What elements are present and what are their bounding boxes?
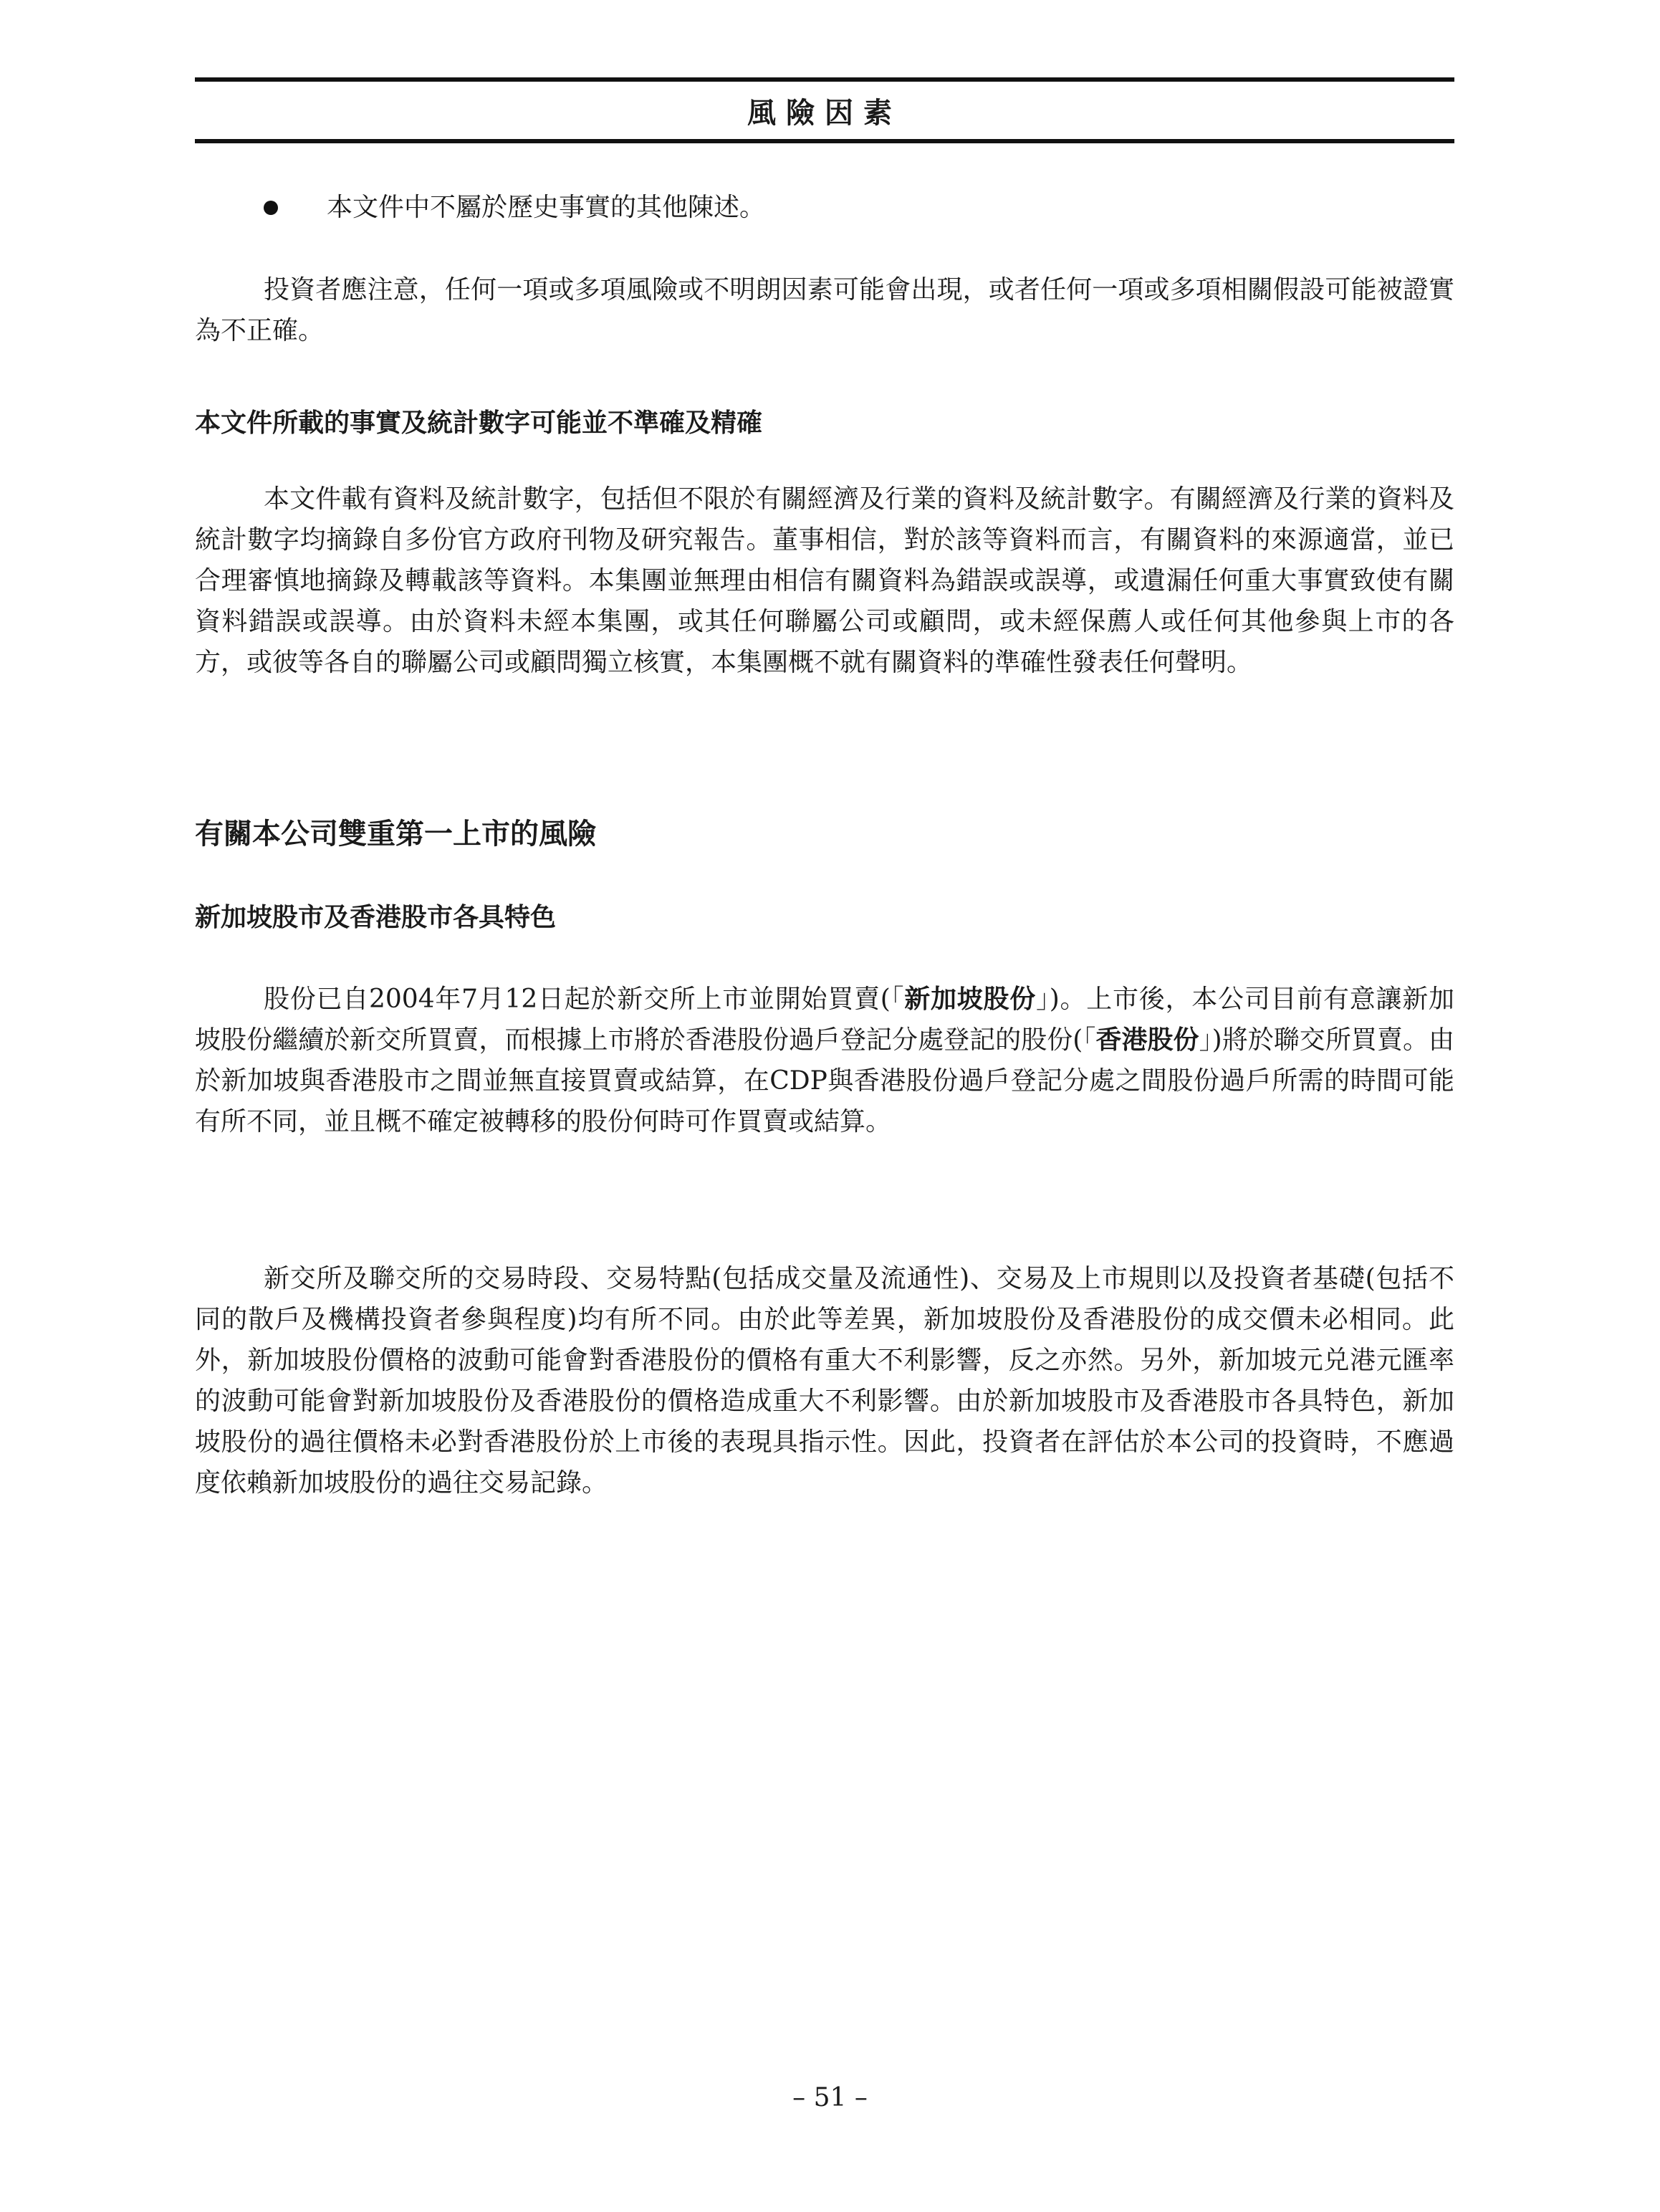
paragraph-investor-notice: 投資者應注意，任何一項或多項風險或不明朗因素可能會出現，或者任何一項或多項相關假設可能被證實為不正確。 (195, 275, 1454, 345)
paragraph-share-trading-text-2: 」)。上市後，本公司目前有意讓新加坡股份繼續於新交所買賣，而根據上市將於香港股份過戶登記分處登記的股份(「 (195, 985, 1454, 1055)
paragraph-share-trading (195, 979, 1454, 1142)
bullet-item (195, 188, 1454, 228)
subsection-heading-markets-characteristics: 新加坡股市及香港股市各具特色 (195, 902, 557, 932)
defined-term-hong-kong-shares: 香港股份 (1095, 1025, 1199, 1055)
page-title: 風險因素 (747, 96, 902, 130)
defined-term-singapore-shares: 新加坡股份 (904, 984, 1037, 1014)
bullet-text: 本文件中不屬於歷史事實的其他陳述。 (327, 193, 766, 222)
section-heading-facts-statistics: 本文件所載的事實及統計數字可能並不準確及精確 (195, 408, 763, 438)
paragraph-facts-statistics: 本文件載有資料及統計數字，包括但不限於有關經濟及行業的資料及統計數字。有關經濟及行業的資料及統計數字均摘錄自多份官方政府刊物及研究報告。董事相信，對於該等資料而言，有關資料的來源適當，並已合理審慎地摘錄及轉載該等資料。本集團並無理由相信有關資料為錯誤或誤導，或遺漏任何重大事實致使有關資料錯誤或誤導。由於資料未經本集團，或其任何聯屬公司或顧問，或未經保薦人或任何其他參與上市的各方，或彼等各自的聯屬公司或顧問獨立核實，本集團概不就有關資料的準確性發表任何聲明。 (195, 484, 1454, 677)
paragraph-share-trading-text-3: 」)將於聯交所買賣。由於新加坡與香港股市之間並無直接買賣或結算，在CDP與香港股份過戶登記分處之間股份過戶所需的時間可能有所不同，並且概不確定被轉移的股份何時可作買賣或結算。 (195, 1025, 1455, 1136)
section-heading-dual-listing-risk: 有關本公司雙重第一上市的風險 (195, 817, 596, 851)
page-header (195, 77, 1454, 143)
bullet-dot-icon (264, 201, 278, 215)
page-number: – 51 – (792, 2083, 868, 2112)
paragraph-market-differences: 新交所及聯交所的交易時段、交易特點(包括成交量及流通性)、交易及上市規則以及投資者基礎(包括不同的散戶及機構投資者參與程度)均有所不同。由於此等差異，新加坡股份及香港股份的成交價未必相同。此外，新加坡股份價格的波動可能會對香港股份的價格有重大不利影響，反之亦然。另外，新加坡元兑港元匯率的波動可能會對新加坡股份及香港股份的價格造成重大不利影響。由於新加坡股市及香港股市各具特色，新加坡股份的過往價格未必對香港股份於上市後的表現具指示性。因此，投資者在評估於本公司的投資時，不應過度依賴新加坡股份的過往交易記錄。 (195, 1264, 1454, 1498)
paragraph-share-trading-text-1: 股份已自2004年7月12日起於新交所上市並開始買賣(「 (264, 985, 905, 1014)
